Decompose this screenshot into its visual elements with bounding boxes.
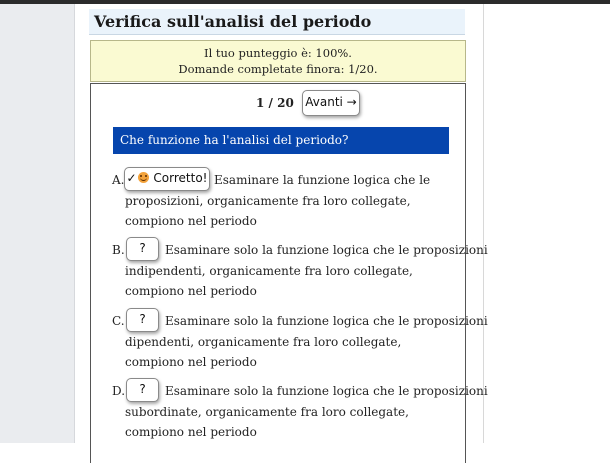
option-text: subordinate, organicamente fra loro collegate, compiono nel periodo xyxy=(125,405,409,439)
progress-text: Domande completate finora: 1/20. xyxy=(178,62,378,76)
right-gutter xyxy=(483,4,610,443)
option-text-first-line: Esaminare solo la funzione logica che le proposizioni xyxy=(165,384,488,398)
check-icon: ✓ xyxy=(126,171,137,185)
option-letter: D. xyxy=(112,384,126,398)
option-letter: A. xyxy=(112,173,125,187)
answer-button-d[interactable]: ? xyxy=(126,378,159,402)
option-text: dipendenti, organicamente fra loro collegate, compiono nel periodo xyxy=(125,335,402,369)
option-letter: B. xyxy=(112,243,125,257)
answer-button-b[interactable]: ? xyxy=(126,237,159,261)
option-text-first-line: Esaminare solo la funzione logica che le proposizioni xyxy=(165,243,488,257)
left-divider xyxy=(74,4,75,443)
page-title: Verifica sull'analisi del periodo xyxy=(89,9,465,35)
score-box xyxy=(90,40,466,82)
option-text-first-line: Esaminare solo la funzione logica che le proposizioni xyxy=(165,314,488,328)
option-text: indipendenti, organicamente fra loro collegate, compiono nel periodo xyxy=(125,264,413,298)
score-text: Il tuo punteggio è: 100%. xyxy=(204,46,352,60)
left-gutter xyxy=(0,4,74,443)
answer-button-label: Corretto! xyxy=(153,171,208,185)
option-letter: C. xyxy=(112,314,125,328)
option-text-first-line: Esaminare la funzione logica che le xyxy=(214,173,431,187)
answer-button-c[interactable]: ? xyxy=(126,308,159,332)
question-bar: Che funzione ha l'analisi del periodo? xyxy=(113,127,449,154)
answer-button-a[interactable] xyxy=(124,167,210,191)
smiley-icon xyxy=(138,172,149,183)
next-button[interactable]: Avanti → xyxy=(302,90,360,116)
question-counter: 1 / 20 xyxy=(256,96,294,110)
option-text: proposizioni, organicamente fra loro collegate, compiono nel periodo xyxy=(125,194,411,228)
